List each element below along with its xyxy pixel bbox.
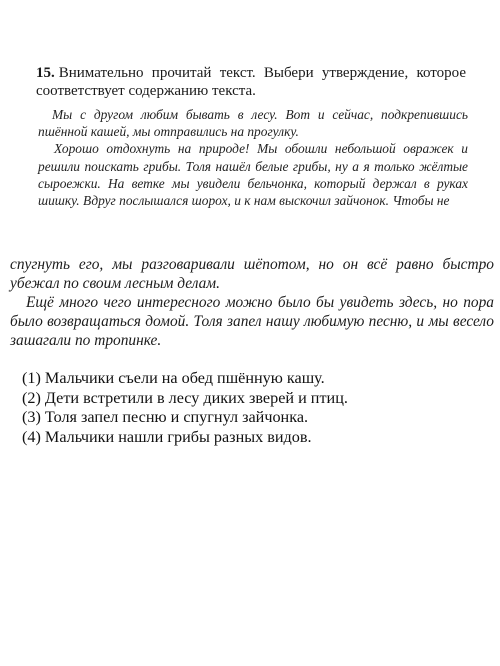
answer-option-1: (1) Мальчики съели на обед пшённую кашу. bbox=[22, 369, 325, 387]
story-text-lower bbox=[10, 255, 494, 350]
task-instruction bbox=[36, 64, 466, 100]
story-paragraph-2-upper: Хорошо отдохнуть на природе! Мы обошли небольшой овражек и решили поискать грибы. Толя нашёл белые грибы, ну а я только жёлтые сыроежки. На ветке мы увидели бельчонка, который держал в руках шишку. Вдруг послышался шорох, и к нам выскочил зайчонок. Чтобы не bbox=[38, 141, 468, 209]
answer-option-3: (3) Толя запел песню и спугнул зайчонка. bbox=[22, 408, 309, 426]
task-instruction-text: Внимательно прочитай текст. Выбери утверждение, которое соответствует содержанию текста. bbox=[36, 65, 466, 99]
task-number: 15. bbox=[36, 65, 55, 81]
answer-option-2: (2) Дети встретили в лесу диких зверей и птиц. bbox=[22, 388, 348, 407]
story-paragraph-2-lower: спугнуть его, мы разговаривали шёпотом, но он всё равно быстро убежал по своим лесным делам. bbox=[10, 256, 494, 292]
story-text-upper bbox=[38, 106, 468, 209]
story-paragraph-1: Мы с другом любим бывать в лесу. Вот и сейчас, подкрепившись пшённой кашей, мы отправились на прогулку. bbox=[38, 107, 468, 140]
story-paragraph-3: Ещё много чего интересного можно было бы увидеть здесь, но пора было возвращаться домой. Толя запел нашу любимую песню, и мы весело зашагали по тропинке. bbox=[10, 294, 494, 349]
answer-option-4: (4) Мальчики нашли грибы разных видов. bbox=[22, 427, 312, 446]
answer-options bbox=[22, 369, 492, 447]
